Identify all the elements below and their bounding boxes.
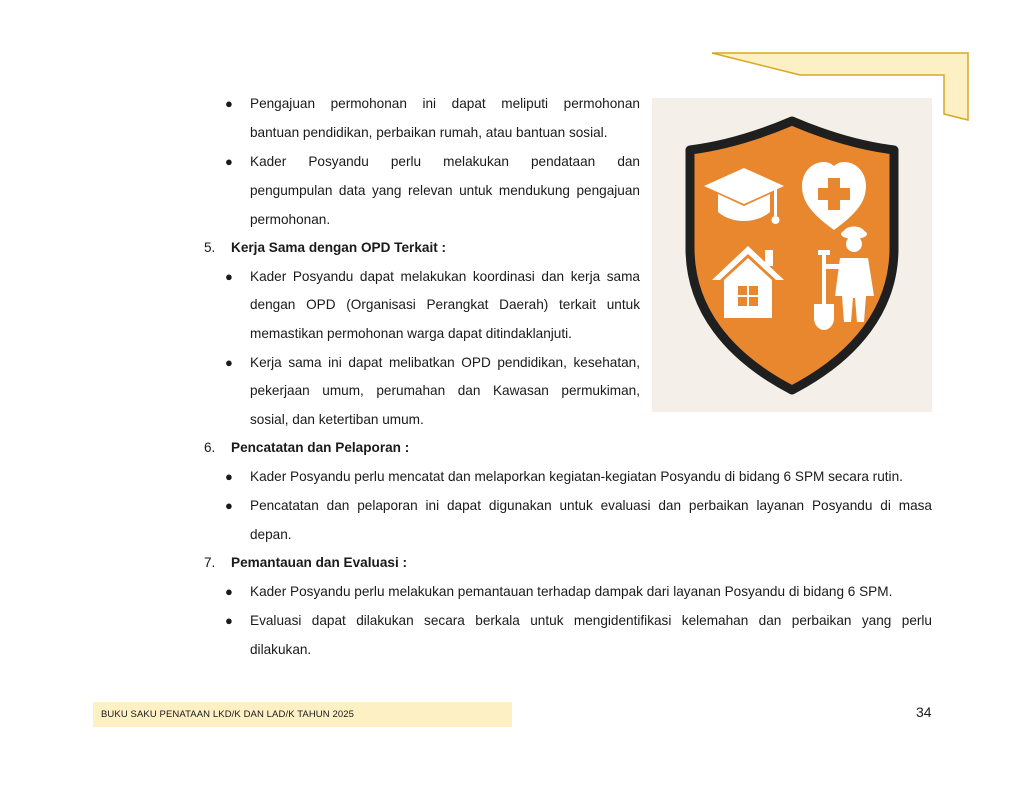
bullet-text: Kerja sama ini dapat melibatkan OPD pendidikan, kesehatan, — [250, 355, 640, 370]
bullet-text: memastikan permohonan warga dapat ditindaklanjuti. — [250, 326, 572, 341]
bullet-text: depan. — [250, 527, 292, 542]
section-number: 6. — [204, 440, 216, 455]
bullet-text: dengan OPD (Organisasi Perangkat Daerah) terkait untuk — [250, 297, 640, 312]
bullet-icon: ● — [225, 96, 233, 111]
bullet-text: Kader Posyandu perlu melakukan pemantauan terhadap dampak dari layanan Posyandu di bidang 6 SPM. — [250, 584, 893, 599]
shield-icon — [652, 98, 932, 412]
bullet-text: permohonan. — [250, 212, 331, 227]
bullet-text: dilakukan. — [250, 642, 312, 657]
section-heading: Kerja Sama dengan OPD Terkait : — [231, 240, 447, 255]
bullet-text: Kader Posyandu perlu melakukan pendataan dan — [250, 154, 640, 169]
bullet-text: pengumpulan data yang relevan untuk mendukung pengajuan — [250, 183, 640, 198]
bullet-text: Kader Posyandu perlu mencatat dan melaporkan kegiatan-kegiatan Posyandu di bidang 6 SPM secara rutin. — [250, 469, 903, 484]
page-number: 34 — [916, 704, 932, 720]
bullet-icon: ● — [225, 269, 233, 284]
bullet-icon: ● — [225, 498, 233, 513]
bullet-text: Pengajuan permohonan ini dapat meliputi permohonan — [250, 96, 640, 111]
bullet-icon: ● — [225, 469, 233, 484]
bullet-text: sosial, dan ketertiban umum. — [250, 412, 424, 427]
bullet-text: pekerjaan umum, perumahan dan Kawasan permukiman, — [250, 383, 640, 398]
bullet-text: Kader Posyandu dapat melakukan koordinasi dan kerja sama — [250, 269, 640, 284]
section-number: 5. — [204, 240, 216, 255]
footer-title: BUKU SAKU PENATAAN LKD/K DAN LAD/K TAHUN 2025 — [101, 709, 354, 720]
section-heading: Pemantauan dan Evaluasi : — [231, 555, 408, 570]
bullet-text: Evaluasi dapat dilakukan secara berkala untuk mengidentifikasi kelemahan dan perbaikan yang perlu — [250, 613, 932, 628]
section-heading: Pencatatan dan Pelaporan : — [231, 440, 410, 455]
bullet-icon: ● — [225, 355, 233, 370]
bullet-text: bantuan pendidikan, perbaikan rumah, atau bantuan sosial. — [250, 125, 608, 140]
bullet-icon: ● — [225, 613, 233, 628]
footer-bar — [93, 702, 512, 727]
bullet-icon: ● — [225, 584, 233, 599]
section-number: 7. — [204, 555, 216, 570]
bullet-text: Pencatatan dan pelaporan ini dapat digunakan untuk evaluasi dan perbaikan layanan Posyandu di masa — [250, 498, 932, 513]
bullet-icon: ● — [225, 154, 233, 169]
illustration-panel — [652, 98, 932, 412]
